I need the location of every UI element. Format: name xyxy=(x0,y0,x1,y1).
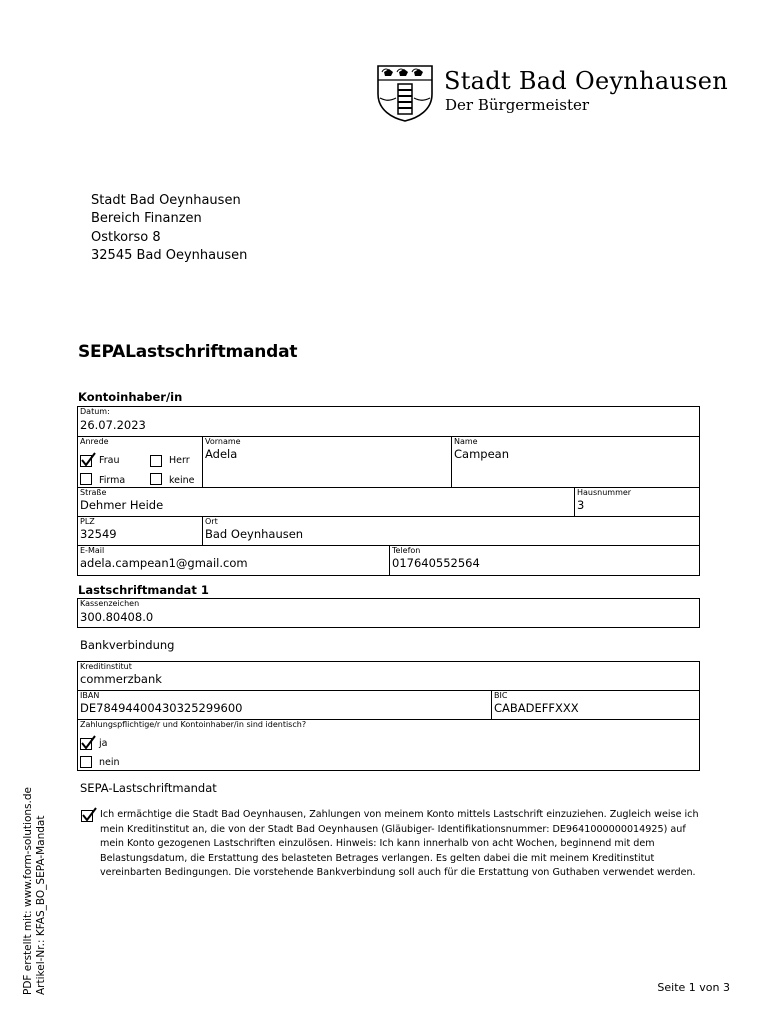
date-value: 26.07.2023 xyxy=(80,418,146,432)
salutation-label: Anrede xyxy=(80,437,109,446)
postal-code-label: PLZ xyxy=(80,517,95,526)
street-field[interactable] xyxy=(78,488,574,516)
last-name-value: Campean xyxy=(454,447,509,461)
checkbox-keine[interactable] xyxy=(150,473,162,485)
checkmark-icon xyxy=(80,735,96,751)
email-label: E-Mail xyxy=(80,546,105,555)
checkbox-herr-label: Herr xyxy=(169,455,190,466)
bic-value: CABADEFFXXX xyxy=(494,701,579,715)
bic-field[interactable] xyxy=(492,691,699,719)
last-name-field[interactable] xyxy=(452,437,699,487)
coat-of-arms-logo xyxy=(376,64,434,126)
consent-text: Ich ermächtige die Stadt Bad Oeynhausen, Zahlungen von meinem Konto mittels Lastschrift einzuziehen. Zugleich weise ich mein Kreditinstitut an, die von der Stadt Bad Oeynhausen (Gläubiger- Identifikationsnummer: DE9641000000014925) auf mein Konto gezogenen Lastschriften einzulösen. Hinweis: Ich kann innerhalb von acht Wochen, beginnend mit dem Belastungsdatum, die Erstattung des belasteten Betrages verlangen. Es gelten dabei die mit meinem Kreditinstitut vereinbarten Bedingungen. Die vorstehende Bankverbindung soll auch für die Erstattung von Guthaben verwendet werden. xyxy=(100,809,699,879)
house-number-field[interactable] xyxy=(575,488,699,516)
checkbox-nein[interactable] xyxy=(80,756,92,768)
house-number-value: 3 xyxy=(577,498,585,512)
recipient-address xyxy=(91,192,247,265)
checkbox-frau[interactable] xyxy=(80,455,92,467)
phone-field[interactable] xyxy=(390,546,699,576)
email-field[interactable] xyxy=(78,546,389,576)
date-field[interactable] xyxy=(78,407,699,436)
checkbox-keine-label: keine xyxy=(169,475,195,486)
email-value: adela.campean1@gmail.com xyxy=(80,556,248,570)
document-title: SEPALastschriftmandat xyxy=(78,342,298,362)
bank-name-value: commerzbank xyxy=(80,672,162,686)
checkmark-icon xyxy=(80,452,96,468)
checkbox-firma-label: Firma xyxy=(99,475,126,486)
street-value: Dehmer Heide xyxy=(80,498,164,512)
city-value: Bad Oeynhausen xyxy=(205,527,304,541)
iban-field[interactable] xyxy=(78,691,491,719)
checkbox-ja[interactable] xyxy=(80,738,92,750)
first-name-label: Vorname xyxy=(205,437,241,446)
bank-name-field[interactable] xyxy=(78,662,699,690)
house-number-label: Hausnummer xyxy=(577,488,632,497)
page-number: Seite 1 von 3 xyxy=(657,981,730,994)
bank-name-label: Kreditinstitut xyxy=(80,662,132,671)
city-label: Ort xyxy=(205,517,218,526)
last-name-label: Name xyxy=(454,437,478,446)
phone-label: Telefon xyxy=(392,546,421,555)
first-name-field[interactable] xyxy=(203,437,451,487)
salutation-field xyxy=(78,437,202,487)
postal-code-value: 32549 xyxy=(80,527,117,541)
identical-holder-label: Zahlungspflichtige/r und Kontoinhaber/in sind identisch? xyxy=(80,720,307,729)
street-label: Straße xyxy=(80,488,107,497)
bank-details-heading: Bankverbindung xyxy=(80,638,175,652)
address-line: Bereich Finanzen xyxy=(91,211,202,227)
checkbox-nein-label: nein xyxy=(99,757,120,768)
reference-number-value: 300.80408.0 xyxy=(80,610,154,624)
sidebar-article-line: Artikel-Nr.: KFAS_BO_SEPA-Mandat xyxy=(35,815,47,995)
section-heading-account-holder: Kontoinhaber/in xyxy=(78,390,183,404)
section-heading-mandate: Lastschriftmandat 1 xyxy=(78,583,209,597)
date-label: Datum: xyxy=(80,407,110,416)
identical-holder-field xyxy=(78,720,699,770)
first-name-value: Adela xyxy=(205,447,238,461)
iban-value: DE78494400430325299600 xyxy=(80,701,243,715)
bank-details-form xyxy=(77,661,700,771)
brand-title: Stadt Bad Oeynhausen xyxy=(444,67,729,95)
account-holder-form xyxy=(77,406,700,576)
checkbox-ja-label: ja xyxy=(99,738,108,749)
checkmark-icon xyxy=(81,807,97,823)
address-line: Ostkorso 8 xyxy=(91,229,161,245)
address-line: Stadt Bad Oeynhausen xyxy=(91,193,241,208)
sidebar-credit xyxy=(22,787,48,995)
city-field[interactable] xyxy=(203,517,699,545)
sepa-mandate-heading: SEPA-Lastschriftmandat xyxy=(80,781,217,795)
reference-number-label: Kassenzeichen xyxy=(80,599,140,608)
brand-subtitle: Der Bürgermeister xyxy=(445,96,590,114)
reference-number-field[interactable] xyxy=(77,598,700,628)
phone-value: 017640552564 xyxy=(392,556,480,570)
postal-code-field[interactable] xyxy=(78,517,202,545)
checkbox-firma[interactable] xyxy=(80,473,92,485)
checkbox-frau-label: Frau xyxy=(99,455,120,466)
checkbox-herr[interactable] xyxy=(150,455,162,467)
address-line: 32545 Bad Oeynhausen xyxy=(91,247,248,263)
sidebar-credit-line: PDF erstellt mit: www.form-solutions.de xyxy=(22,787,34,995)
iban-label: IBAN xyxy=(80,691,100,700)
bic-label: BIC xyxy=(494,691,508,700)
consent-checkbox[interactable] xyxy=(81,810,93,822)
